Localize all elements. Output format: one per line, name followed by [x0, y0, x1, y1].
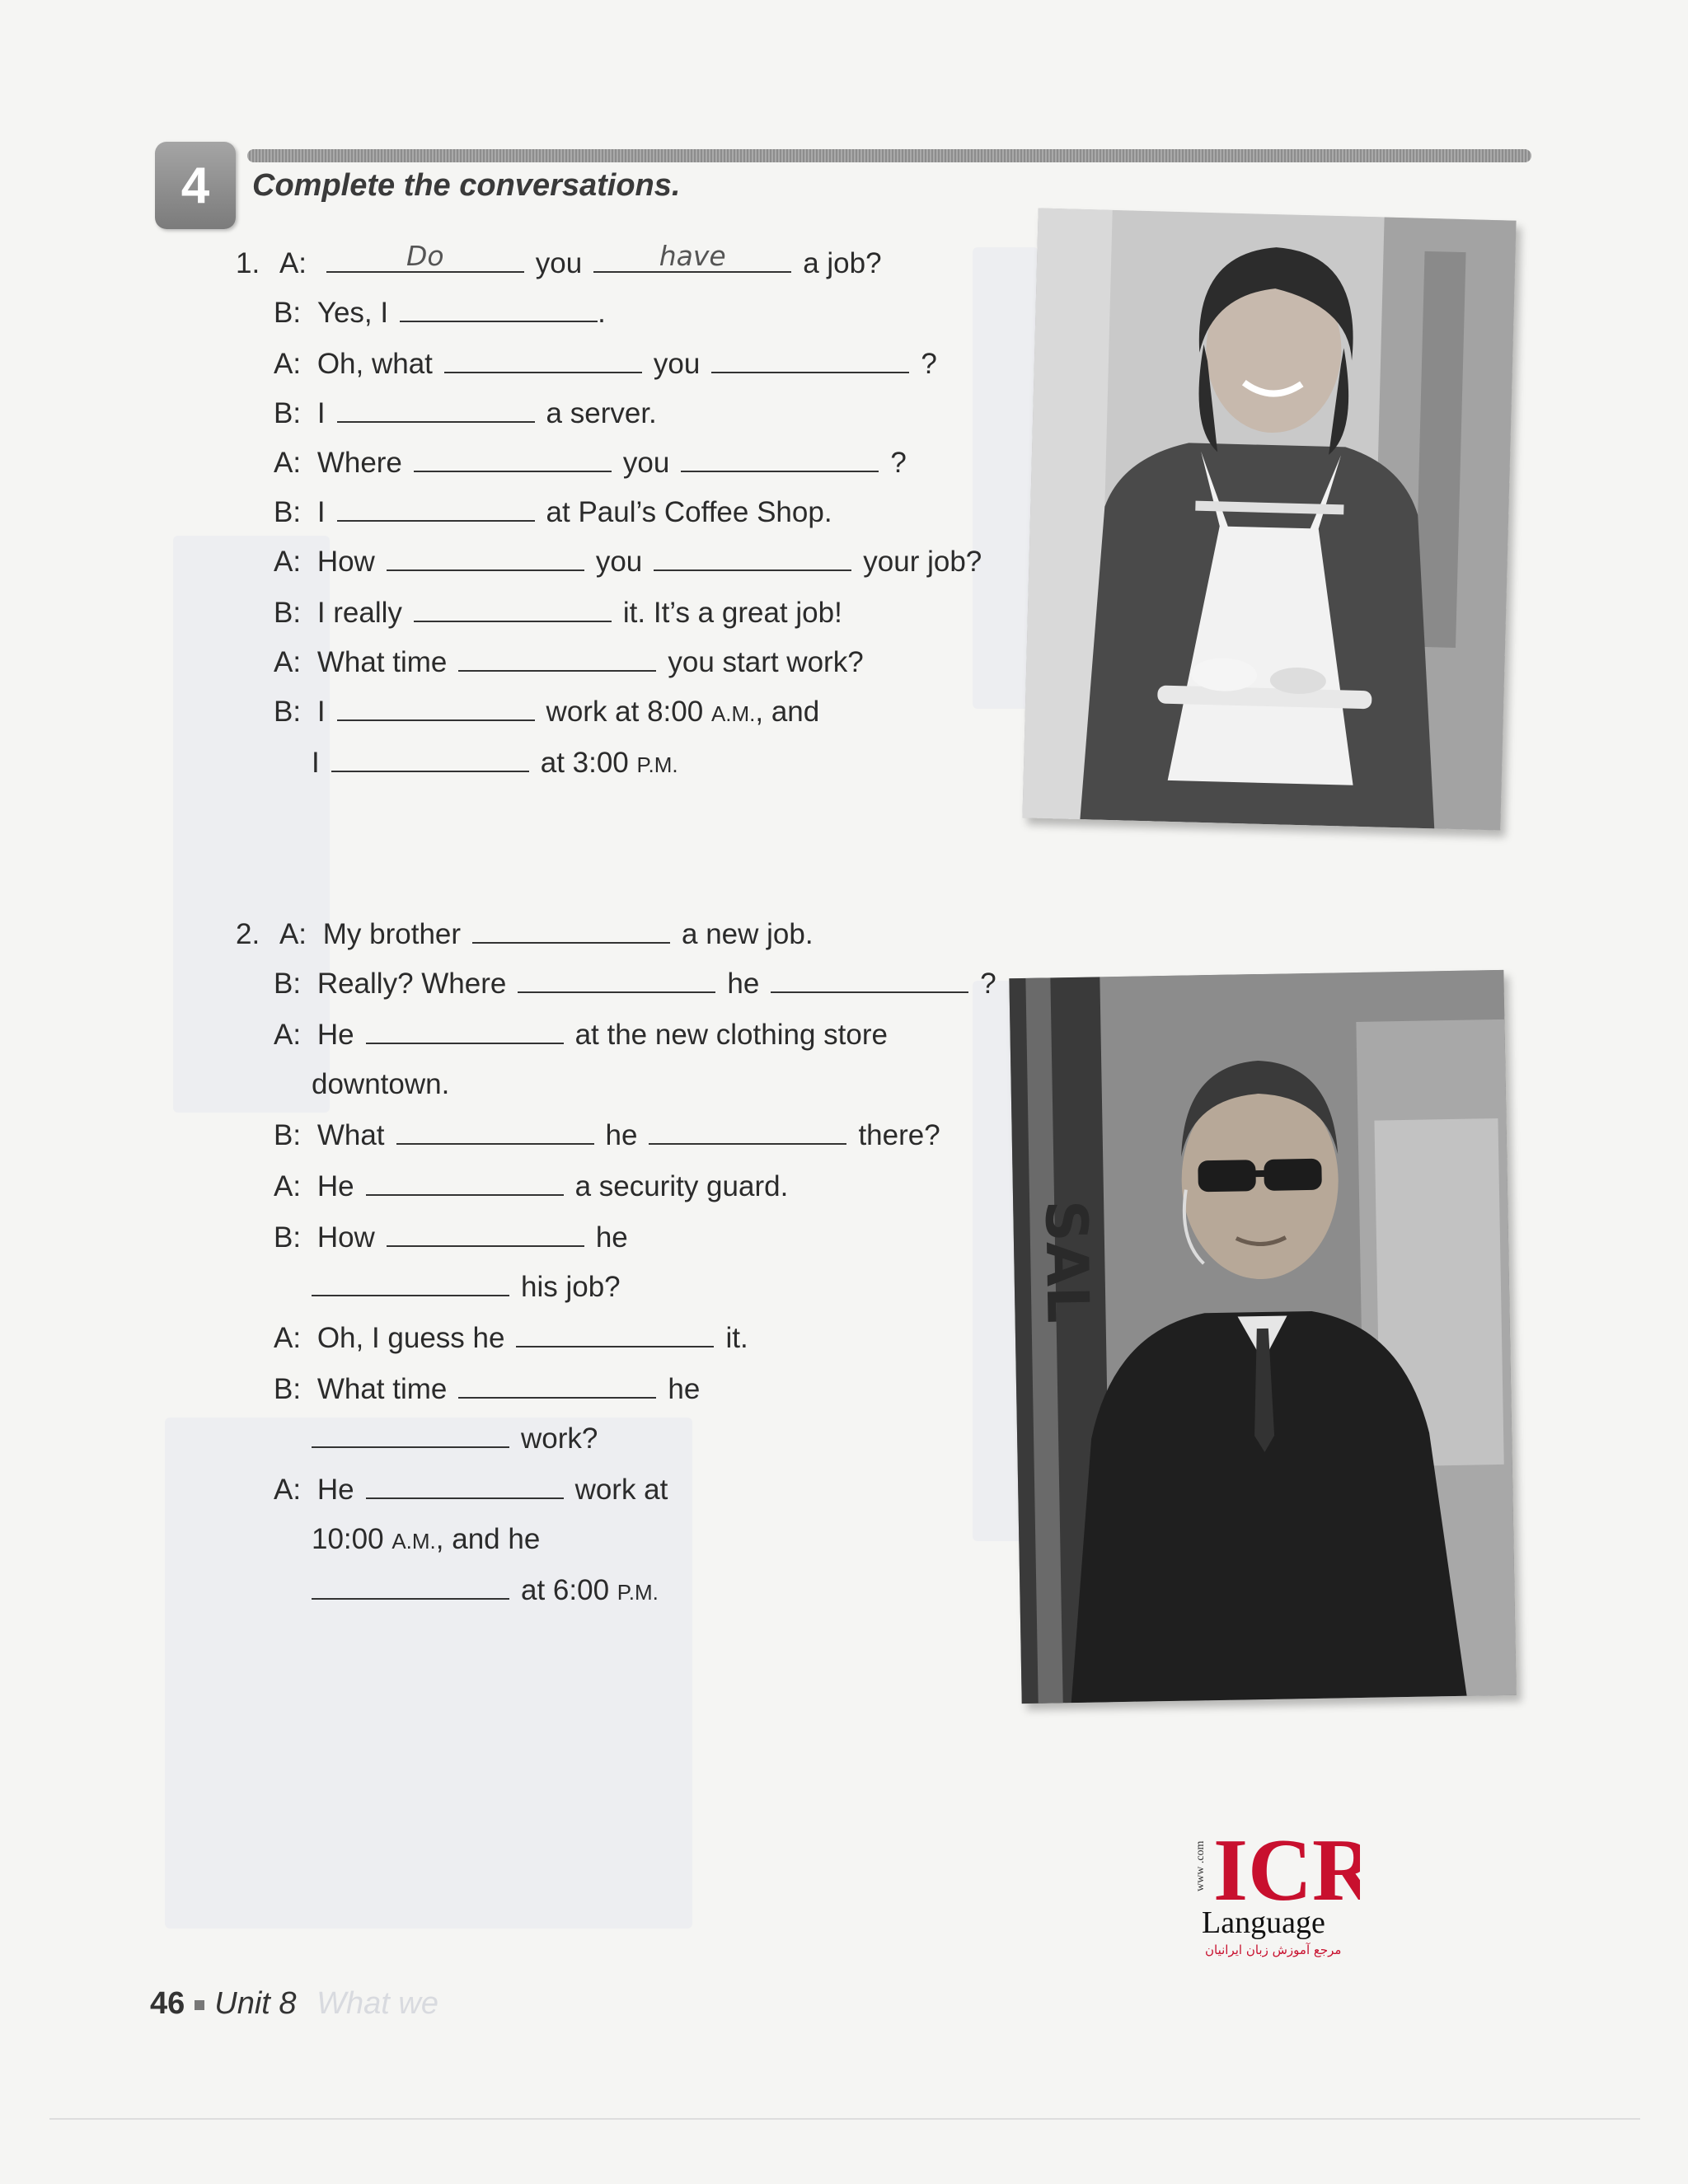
- scan-edge-line: [49, 2118, 1640, 2120]
- speaker-label: A:: [274, 1474, 302, 1506]
- line-text: Where: [316, 447, 402, 479]
- answer-blank[interactable]: [414, 446, 612, 472]
- speaker-label: B:: [274, 968, 302, 1000]
- answer-blank[interactable]: [414, 596, 612, 622]
- answer-blank[interactable]: [337, 396, 535, 423]
- svg-text:ICR: ICR: [1213, 1821, 1360, 1919]
- icr-language-watermark: [1195, 1809, 1360, 1966]
- speaker-label: B:: [274, 1373, 302, 1405]
- conversation-1-line-5: [274, 445, 907, 481]
- answer-blank[interactable]: [366, 1169, 564, 1196]
- speaker-label: B:: [274, 1119, 302, 1151]
- answer-text: Do: [406, 240, 444, 272]
- conversation-2-line-7: [274, 1220, 628, 1256]
- answer-blank[interactable]: [711, 347, 909, 373]
- separator-square: [195, 2000, 204, 2010]
- answer-blank[interactable]: [331, 746, 529, 772]
- answer-blank[interactable]: [337, 495, 535, 522]
- answer-blank[interactable]: [458, 645, 656, 672]
- line-text: his job?: [521, 1271, 621, 1303]
- conversation-1-line-2: [274, 295, 606, 331]
- line-text: What time: [316, 646, 448, 678]
- time-abbreviation: P.M.: [636, 752, 678, 777]
- line-text: .: [598, 297, 606, 329]
- speaker-label: A:: [274, 1322, 302, 1354]
- line-text: ?: [980, 968, 996, 1000]
- conversation-1-line-10: [274, 694, 819, 732]
- line-text: He: [316, 1019, 354, 1051]
- line-text: I: [316, 696, 326, 728]
- line-text: you: [622, 447, 670, 479]
- answer-blank[interactable]: [396, 1118, 594, 1145]
- header-rule: [247, 149, 1531, 162]
- answer-blank[interactable]: [654, 545, 851, 571]
- line-text: 10:00: [312, 1523, 384, 1555]
- exercise-instruction: Complete the conversations.: [252, 168, 681, 203]
- server-photo: [1022, 209, 1516, 831]
- conversation-2-line-1: [236, 916, 814, 953]
- page-footer: [150, 1986, 438, 2022]
- conversation-2-line-12: [274, 1472, 668, 1508]
- answer-blank[interactable]: [366, 1473, 564, 1499]
- conversation-2-line-2: [274, 966, 996, 1002]
- answer-blank[interactable]: [472, 917, 670, 944]
- line-text: he: [605, 1119, 638, 1151]
- speaker-label: A:: [274, 348, 302, 380]
- line-text: I really: [316, 597, 402, 629]
- line-text: I: [316, 496, 326, 528]
- time-abbreviation: P.M.: [617, 1580, 659, 1605]
- answer-blank[interactable]: [366, 1018, 564, 1044]
- line-text: He: [316, 1474, 354, 1506]
- line-text: it.: [725, 1322, 748, 1354]
- conversation-2-line-11: [300, 1421, 598, 1457]
- answer-blank[interactable]: [593, 240, 791, 273]
- conversation-2-line-10: [274, 1371, 700, 1408]
- line-text: ?: [890, 447, 907, 479]
- speaker-label: A:: [274, 1170, 302, 1202]
- line-text: I: [316, 397, 326, 429]
- conversation-1-line-6: [274, 494, 832, 531]
- conversation-1-line-11: [312, 745, 678, 783]
- line-text: it. It’s a great job!: [622, 597, 842, 629]
- line-text: a server.: [546, 397, 657, 429]
- line-text: a security guard.: [574, 1170, 789, 1202]
- line-text: , and he: [435, 1523, 541, 1555]
- time-abbreviation: A.M.: [392, 1529, 436, 1554]
- line-text: Yes, I: [316, 297, 389, 329]
- speaker-label: B:: [274, 397, 302, 429]
- conversation-2-line-13: [312, 1521, 540, 1559]
- conversation-1-line-3: [274, 346, 937, 382]
- conversation-2-line-9: [274, 1320, 748, 1357]
- line-text: work at: [574, 1474, 668, 1506]
- conversation-2-line-6: [274, 1169, 788, 1205]
- conversation-1-line-9: [274, 644, 864, 681]
- line-text: Really? Where: [316, 968, 507, 1000]
- svg-text:مرجع آموزش زبان ایرانیان: مرجع آموزش زبان ایرانیان: [1205, 1943, 1342, 1957]
- icr-logo: [1195, 1809, 1360, 1966]
- line-text: you: [535, 247, 583, 279]
- page-number: 46: [150, 1986, 185, 2021]
- line-text: work at 8:00: [546, 696, 704, 728]
- speaker-label: A:: [274, 447, 302, 479]
- answer-blank[interactable]: [458, 1372, 656, 1399]
- answer-blank[interactable]: [444, 347, 642, 373]
- line-text: He: [316, 1170, 354, 1202]
- svg-text:www .com: www .com: [1195, 1840, 1207, 1891]
- line-text: How: [316, 1221, 375, 1254]
- line-text: a job?: [803, 247, 882, 279]
- conversation-number: 1.: [236, 247, 260, 279]
- line-text: at Paul’s Coffee Shop.: [546, 496, 832, 528]
- svg-text:SAL: SAL: [1032, 1199, 1102, 1324]
- line-text: , and: [755, 696, 820, 728]
- answer-blank[interactable]: [326, 240, 524, 273]
- line-text: a new job.: [682, 918, 814, 950]
- line-text: he: [668, 1373, 701, 1405]
- line-text: at 6:00: [521, 1574, 610, 1606]
- conversation-2-line-8: [300, 1269, 621, 1305]
- speaker-label: A:: [279, 247, 307, 279]
- svg-text:Language: Language: [1202, 1905, 1325, 1940]
- speaker-label: A:: [274, 546, 302, 578]
- line-text: your job?: [863, 546, 982, 578]
- line-text: there?: [858, 1119, 940, 1151]
- conversation-1-line-4: [274, 396, 657, 432]
- exercise-number-badge: 4: [155, 142, 236, 229]
- speaker-label: A:: [279, 918, 307, 950]
- answer-blank[interactable]: [681, 446, 879, 472]
- speaker-label: B:: [274, 297, 302, 329]
- security-guard-illustration: [1009, 970, 1516, 1704]
- answer-text: have: [659, 240, 726, 272]
- server-illustration: [1022, 209, 1516, 831]
- speaker-label: A:: [274, 1019, 302, 1051]
- answer-blank[interactable]: [387, 1221, 584, 1247]
- conversation-2-line-14: [300, 1572, 659, 1610]
- line-text: Oh, I guess he: [316, 1322, 505, 1354]
- answer-blank[interactable]: [771, 967, 968, 993]
- line-text: he: [727, 968, 760, 1000]
- answer-blank[interactable]: [518, 967, 715, 993]
- line-text: My brother: [322, 918, 462, 950]
- line-text: at 3:00: [540, 747, 629, 779]
- answer-blank[interactable]: [337, 695, 535, 721]
- conversation-1-line-1: [236, 240, 882, 282]
- line-text: he: [595, 1221, 628, 1254]
- line-text: at the new clothing store: [574, 1019, 888, 1051]
- line-text: ?: [921, 348, 937, 380]
- conversation-1-line-8: [274, 595, 842, 631]
- answer-blank[interactable]: [387, 545, 584, 571]
- security-guard-photo: [1009, 970, 1516, 1704]
- line-text: you start work?: [668, 646, 864, 678]
- conversation-number: 2.: [236, 918, 260, 950]
- conversation-2-line-3: [274, 1017, 888, 1053]
- line-text: you: [653, 348, 701, 380]
- line-text: you: [595, 546, 643, 578]
- unit-label: Unit 8: [214, 1986, 297, 2021]
- speaker-label: B:: [274, 496, 302, 528]
- speaker-label: B:: [274, 1221, 302, 1254]
- answer-blank[interactable]: [649, 1118, 846, 1145]
- line-text: What: [316, 1119, 385, 1151]
- answer-blank[interactable]: [400, 296, 598, 322]
- speaker-label: A:: [274, 646, 302, 678]
- line-text: How: [316, 546, 375, 578]
- line-text: What time: [316, 1373, 448, 1405]
- line-text: downtown.: [312, 1068, 450, 1100]
- line-text: work?: [521, 1422, 598, 1455]
- time-abbreviation: A.M.: [710, 701, 756, 726]
- line-text: I: [312, 747, 320, 779]
- conversation-1-line-7: [274, 544, 982, 580]
- answer-blank[interactable]: [312, 1270, 509, 1296]
- conversation-2-line-4: [312, 1066, 449, 1103]
- answer-blank[interactable]: [312, 1422, 509, 1448]
- line-text: Oh, what: [316, 348, 433, 380]
- answer-blank[interactable]: [516, 1321, 714, 1347]
- speaker-label: B:: [274, 696, 302, 728]
- conversation-2-line-5: [274, 1118, 940, 1154]
- answer-blank[interactable]: [312, 1573, 509, 1600]
- speaker-label: B:: [274, 597, 302, 629]
- bleed-through-text: What we: [316, 1986, 438, 2021]
